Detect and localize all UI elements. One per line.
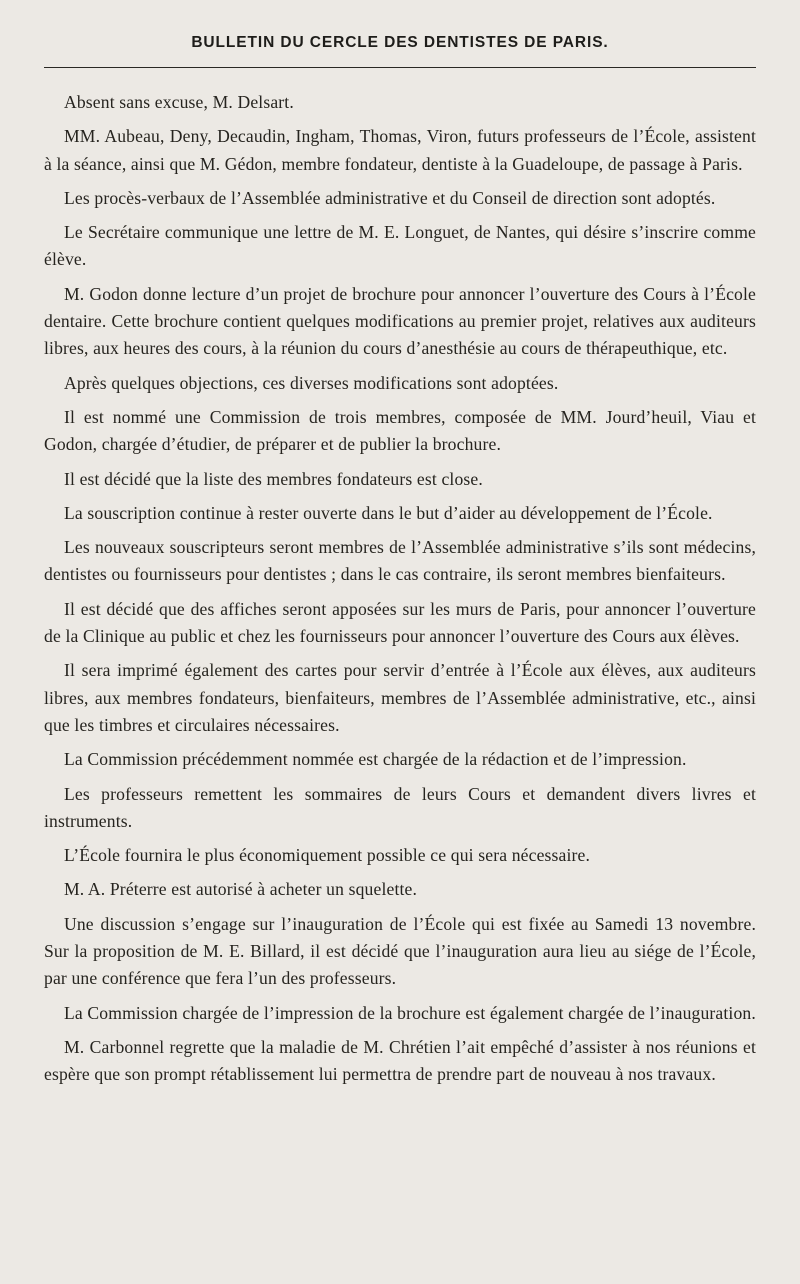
paragraph-attendees: MM. Aubeau, Deny, Decaudin, Ingham, Thomas, Viron, futurs professeurs de l’École, assistent à la séance, ainsi que M. Gédon, membre fondateur, dentiste à la Guadeloupe, de passage à Paris.: [44, 126, 756, 174]
paragraph-brochure-project: M. Godon donne lecture d’un projet de brochure pour annoncer l’ouverture des Cours à l’École dentaire. Cette brochure contient quelques modifications au premier projet, relatives aux auditeurs libres, aux heures des cours, à la réunion du cours d’anesthésie au cours de thérapeuthique, etc.: [44, 283, 756, 359]
paragraph-skeleton-purchase: M. A. Préterre est autorisé à acheter un squelette.: [64, 879, 418, 900]
paragraph-carbonnel-regret: M. Carbonnel regrette que la maladie de M. Chrétien l’ait empêché d’assister à nos réunions et espère que son prompt rétablissement lui permettra de prendre part de nouveau à nos travaux.: [44, 1036, 756, 1085]
paragraph-cards-printed: Il sera imprimé également des cartes pour servir d’entrée à l’École aux élèves, aux auditeurs libres, aux membres fondateurs, bienfaiteurs, membres de l’Assemblée administrative, etc., ainsi que les timbres et circulaires nécessaires.: [44, 660, 756, 735]
running-header: BULLETIN DU CERCLE DES DENTISTES DE PARIS.: [191, 34, 609, 51]
paragraph-commission-printing: La Commission précédemment nommée est chargée de la rédaction et de l’impression.: [64, 749, 687, 770]
paragraph-absent: Absent sans excuse, M. Delsart.: [64, 92, 294, 112]
paragraph-longuet-letter: Le Secrétaire communique une lettre de M. E. Longuet, de Nantes, qui désire s’inscrire comme élève.: [44, 222, 756, 270]
paragraph-minutes-adopted: Les procès-verbaux de l’Assemblée administrative et du Conseil de direction sont adoptés.: [64, 187, 716, 208]
paragraph-inauguration-commission: La Commission chargée de l’impression de la brochure est également chargée de l’inauguration.: [64, 1002, 756, 1023]
header-rule: [44, 67, 756, 68]
paragraph-modifications-adopted: Après quelques objections, ces diverses modifications sont adoptées.: [64, 372, 559, 393]
paragraph-posters: Il est décidé que des affiches seront apposées sur les murs de Paris, pour annoncer l’ouverture de la Clinique au public et chez les fournisseurs pour annoncer l’ouverture des Cours aux élèves.: [44, 598, 756, 647]
paragraph-founders-list-closed: Il est décidé que la liste des membres fondateurs est close.: [64, 468, 483, 489]
paragraph-school-supplies: L’École fournira le plus économiquement possible ce qui sera nécessaire.: [64, 845, 591, 866]
paragraph-professors-summaries: Les professeurs remettent les sommaires de leurs Cours et demandent divers livres et instruments.: [44, 783, 756, 831]
body-text: [44, 89, 756, 1096]
paragraph-inauguration-discussion: Une discussion s’engage sur l’inauguration de l’École qui est fixée au Samedi 13 novembre. Sur la proposition de M. E. Billard, il est décidé que l’inauguration aura lieu au siége de l’École, par une conférence que fera l’un des professeurs.: [44, 913, 756, 989]
paragraph-subscription-open: La souscription continue à rester ouverte dans le but d’aider au développement de l’École.: [64, 502, 713, 523]
paragraph-new-subscribers: Les nouveaux souscripteurs seront membres de l’Assemblée administrative s’ils sont médecins, dentistes ou fournisseurs pour dentistes ; dans le cas contraire, ils seront membres bienfaiteurs.: [44, 537, 756, 585]
paragraph-commission-named: Il est nommé une Commission de trois membres, composée de MM. Jourd’heuil, Viau et Godon, chargée d’étudier, de préparer et de publier la brochure.: [44, 406, 756, 455]
